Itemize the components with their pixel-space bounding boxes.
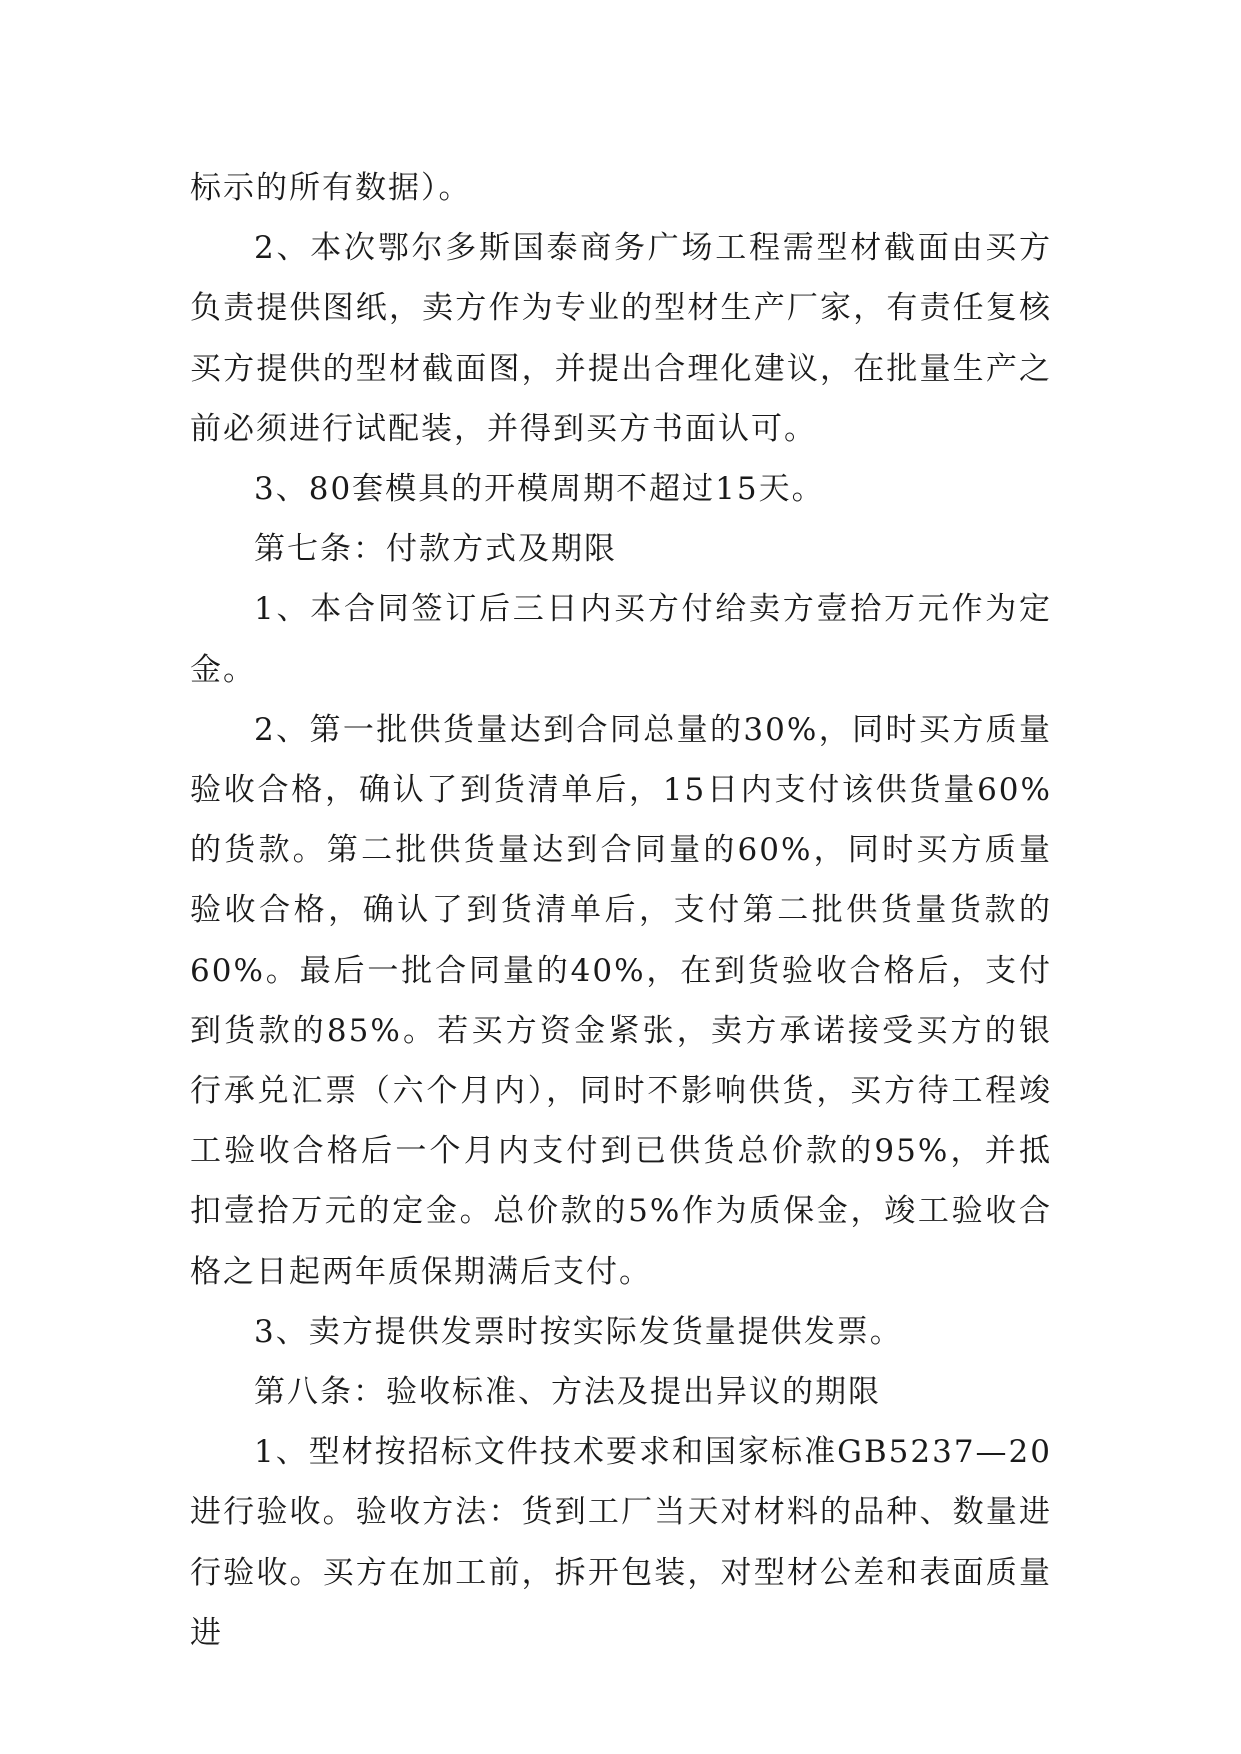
paragraph-clause-7-item-3: 3、卖方提供发票时按实际发货量提供发票。 (254, 1313, 903, 1350)
paragraph-continuation: 标示的所有数据）。 (190, 170, 472, 206)
heading-clause-7: 第七条：付款方式及期限 (254, 531, 617, 568)
paragraph-clause-7-item-2: 2、第一批供货量达到合同总量的30%，同时买方质量验收合格，确认了到货清单后，15日内支付该供货量60%的货款。第二批供货量达到合同量的60%，同时买方质量验收合格，确认了到货清单后，支付第二批供货量货款的60%。最后一批合同量的40%，在到货验收合格后，支付到货款的85%。若买方资金紧张，卖方承诺接受买方的银行承兑汇票（六个月内），同时不影响供货，买方待工程竣工验收合格后一个月内支付到已供货总价款的95%，并抵扣壹拾万元的定金。总价款的5%作为质保金，竣工验收合格之日起两年质保期满后支付。 (190, 711, 1052, 1290)
paragraph-clause-6-item-2: 2、本次鄂尔多斯国泰商务广场工程需型材截面由买方负责提供图纸，卖方作为专业的型材生产厂家，有责任复核买方提供的型材截面图，并提出合理化建议，在批量生产之前必须进行试配装，并得到买方书面认可。 (190, 230, 1052, 447)
document-body (190, 158, 1052, 1663)
paragraph-clause-7-item-1: 1、本合同签订后三日内买方付给卖方壹拾万元作为定金。 (190, 591, 1052, 688)
paragraph-clause-6-item-3: 3、80套模具的开模周期不超过15天。 (254, 471, 825, 508)
heading-clause-8: 第八条：验收标准、方法及提出异议的期限 (254, 1374, 881, 1411)
paragraph-clause-8-item-1: 1、型材按招标文件技术要求和国家标准GB5237—20进行验收。验收方法：货到工厂当天对材料的品种、数量进行验收。买方在加工前，拆开包装，对型材公差和表面质量进 (190, 1434, 1052, 1651)
